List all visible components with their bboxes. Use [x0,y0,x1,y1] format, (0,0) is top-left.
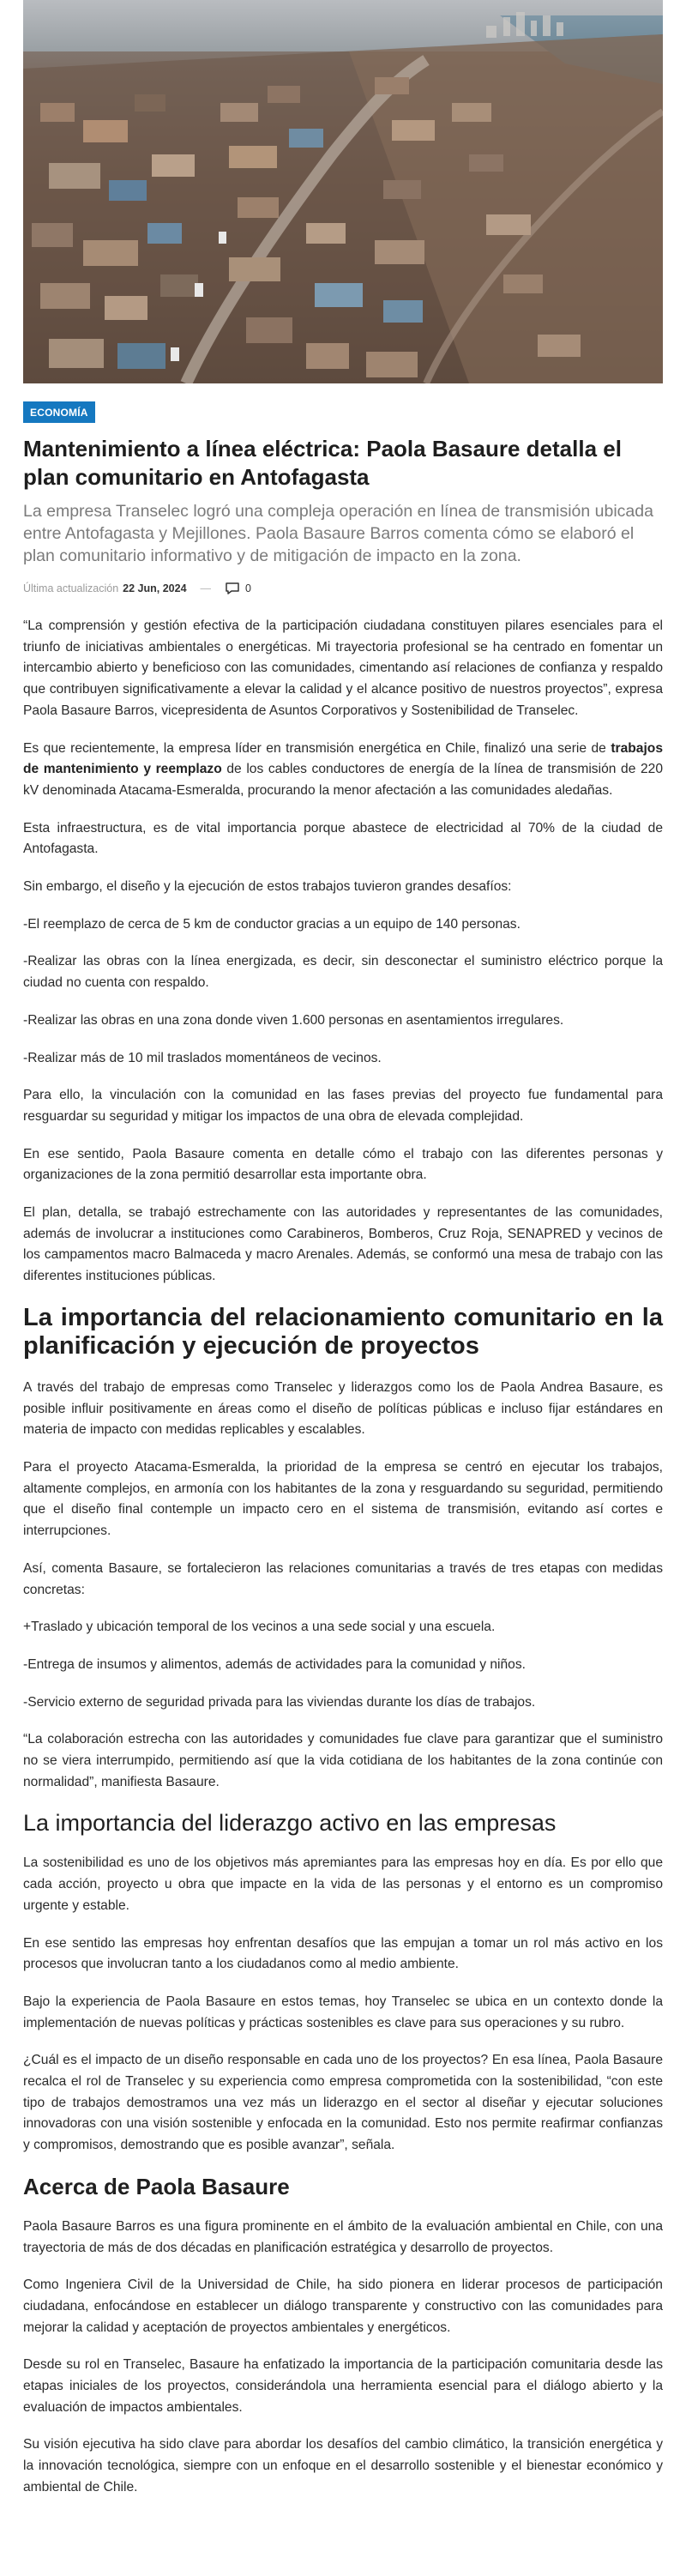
paragraph: Esta infraestructura, es de vital importancia porque abastece de electricidad al 70% de la ciudad de Antofagasta. [23,820,663,857]
paragraph: En ese sentido, Paola Basaure comenta en detalle cómo el trabajo con las diferentes personas y organizaciones de la zona permitió desarrollar esta importante obra. [23,1146,663,1183]
paragraph: “La comprensión y gestión efectiva de la participación ciudadana constituyen pilares esenciales para el triunfo de iniciativas ambientales o energéticas. Mi trayectoria profesional se ha centrado en fomentar un intercambio abierto y beneficioso con las comunidades, cimentando así relaciones de confianza y respaldo que contribuyen significativamente a elevar la calidad y el alcance positivo de nuestros proyectos”, expresa Paola Basaure Barros, vicepresidenta de Asuntos Corporativos y Sostenibilidad de Transelec. [23,618,663,718]
article-subtitle: La empresa Transelec logró una compleja operación en línea de transmisión ubicada entre Antofagasta y Mejillones. Paola Basaure Barros comenta cómo se elaboró el plan comunitario informativo y de mitigación de impacto en la zona. [23,502,653,565]
paragraph: “La colaboración estrecha con las autoridades y comunidades fue clave para garantizar que el suministro no se viera interrumpido, permitiendo así que la vida cotidiana de los habitantes de la zona continúe con normalidad”, manifiesta Basaure. [23,1732,663,1789]
article-meta [23,582,663,595]
paragraph [23,739,663,802]
paragraph: Sin embargo, el diseño y la ejecución de estos trabajos tuvieron grandes desafíos: [23,879,512,895]
updated-label: Última actualización [23,582,119,594]
hero-hillside-illustration [23,0,663,383]
paragraph: ¿Cuál es el impacto de un diseño responsable en cada uno de los proyectos? En esa línea, Paola Basaure recalca el rol de Transelec y su experiencia como empresa comprometida con la sostenibilidad, “con este tipo de trabajos demostramos una vez más un liderazgo en el sector al diseñar y ejecutar soluciones innovadoras con una visión sostenible y enfocada en la comunidad. Esto nos permite reafirmar confianzas y compromisos, demostrando que es posible avanzar”, señala. [23,2053,663,2153]
paragraph: Para el proyecto Atacama-Esmeralda, la prioridad de la empresa se centró en ejecutar los trabajos, altamente complejos, en armonía con los habitantes de la zona y resguardando su seguridad, permitiendo que el diseño final contemple un impacto cero en el sistema de transmisión, evitando así cortes e interrupciones. [23,1459,663,1539]
paragraph: El plan, detalla, se trabajó estrechamente con las autoridades y representantes de las comunidades, además de involucrar a instituciones como Carabineros, Bomberos, Cruz Roja, SENAPRED y vecinos de los campamentos macro Balmaceda y macro Arenales. Además, se conformó una mesa de trabajo con las diferentes instituciones públicas. [23,1205,663,1284]
section-heading: Acerca de Paola Basaure [23,2173,290,2199]
comment-icon[interactable] [225,582,240,595]
paragraph: Bajo la experiencia de Paola Basaure en estos temas, hoy Transelec se ubica en un contexto donde la implementación de nuevas políticas y prácticas sostenibles es clave para sus operaciones y su rubro. [23,1994,663,2030]
section-heading: La importancia del relacionamiento comunitario en la planificación y ejecución de proyectos [23,1303,663,1360]
paragraph: Como Ingeniera Civil de la Universidad de Chile, ha sido pionera en liderar procesos de participación ciudadana, enfocándose en establecer un diálogo transparente y constructivo con las comunidades para mejorar la calidad y aceptación de proyectos ambientales y energéticos. [23,2277,663,2335]
paragraph: Su visión ejecutiva ha sido clave para abordar los desafíos del cambio climático, la transición energética y la innovación tecnológica, siempre con un enfoque en el desarrollo sostenible y el bienestar económico y ambiental de Chile. [23,2437,663,2495]
article-title: Mantenimiento a línea eléctrica: Paola Basaure detalla el plan comunitario en Antofagasta [23,436,622,490]
updated-date: 22 Jun, 2024 [123,582,187,594]
paragraph: -Realizar las obras con la línea energizada, es decir, sin desconectar el suministro eléctrico porque la ciudad no cuenta con respaldo. [23,954,663,991]
hero-image [23,0,663,383]
paragraph: +Traslado y ubicación temporal de los vecinos a una sede social y una escuela. [23,1620,496,1635]
category-badge[interactable]: ECONOMÍA [23,401,95,423]
highlight-link[interactable]: trabajos de mantenimiento y reemplazo [23,740,663,777]
section-heading: La importancia del liderazgo activo en las empresas [23,1810,557,1837]
article-body [23,616,663,2499]
paragraph: -El reemplazo de cerca de 5 km de conductor gracias a un equipo de 140 personas. [23,916,521,932]
paragraph: La sostenibilidad es uno de los objetivos más apremiantes para las empresas hoy en día. Es por ello que cada acción, proyecto u obra que impacte en la vida de las personas y el entorno es un compromiso urgente y estable. [23,1855,663,1913]
meta-separator: — [200,582,212,594]
paragraph: -Servicio externo de seguridad privada para las viviendas durante los días de trabajos. [23,1694,536,1710]
comment-count[interactable]: 0 [245,582,251,594]
paragraph: En ese sentido las empresas hoy enfrentan desafíos que las empujan a tomar un rol más activo en los procesos que involucran tanto a los ciudadanos como al medio ambiente. [23,1935,663,1972]
text-span: de los cables conductores de energía de la línea de transmisión de 220 kV denominada Atacama-Esmeralda, procurando la menor afectación a las comunidades aledañas. [23,762,663,798]
paragraph: -Entrega de insumos y alimentos, además de actividades para la comunidad y niños. [23,1656,526,1672]
paragraph: Desde su rol en Transelec, Basaure ha enfatizado la importancia de la participación comunitaria desde las etapas iniciales de los proyectos, considerándola una herramienta esencial para el diálogo abierto y la evaluación de impactos ambientales. [23,2357,663,2415]
text-span: Es que recientemente, la empresa líder en transmisión energética en Chile, finalizó una serie de [23,740,611,756]
paragraph: A través del trabajo de empresas como Transelec y liderazgos como los de Paola Andrea Basaure, es posible influir positivamente en áreas como el diseño de políticas públicas e incluso fijar estándares en materia de impacto con medidas replicables y escalables. [23,1379,663,1438]
paragraph: Así, comenta Basaure, se fortalecieron las relaciones comunitarias a través de tres etapas con medidas concretas: [23,1560,663,1597]
paragraph: Para ello, la vinculación con la comunidad en las fases previas del proyecto fue fundamental para resguardar su seguridad y mitigar los impactos de una obra de elevada complejidad. [23,1088,663,1124]
paragraph: -Realizar las obras en una zona donde viven 1.600 personas en asentamientos irregulares. [23,1012,564,1028]
paragraph: Paola Basaure Barros es una figura prominente en el ámbito de la evaluación ambiental en Chile, con una trayectoria de más de dos décadas en planificación estratégica y desarrollo de proyectos. [23,2218,663,2255]
paragraph: -Realizar más de 10 mil traslados momentáneos de vecinos. [23,1050,382,1065]
